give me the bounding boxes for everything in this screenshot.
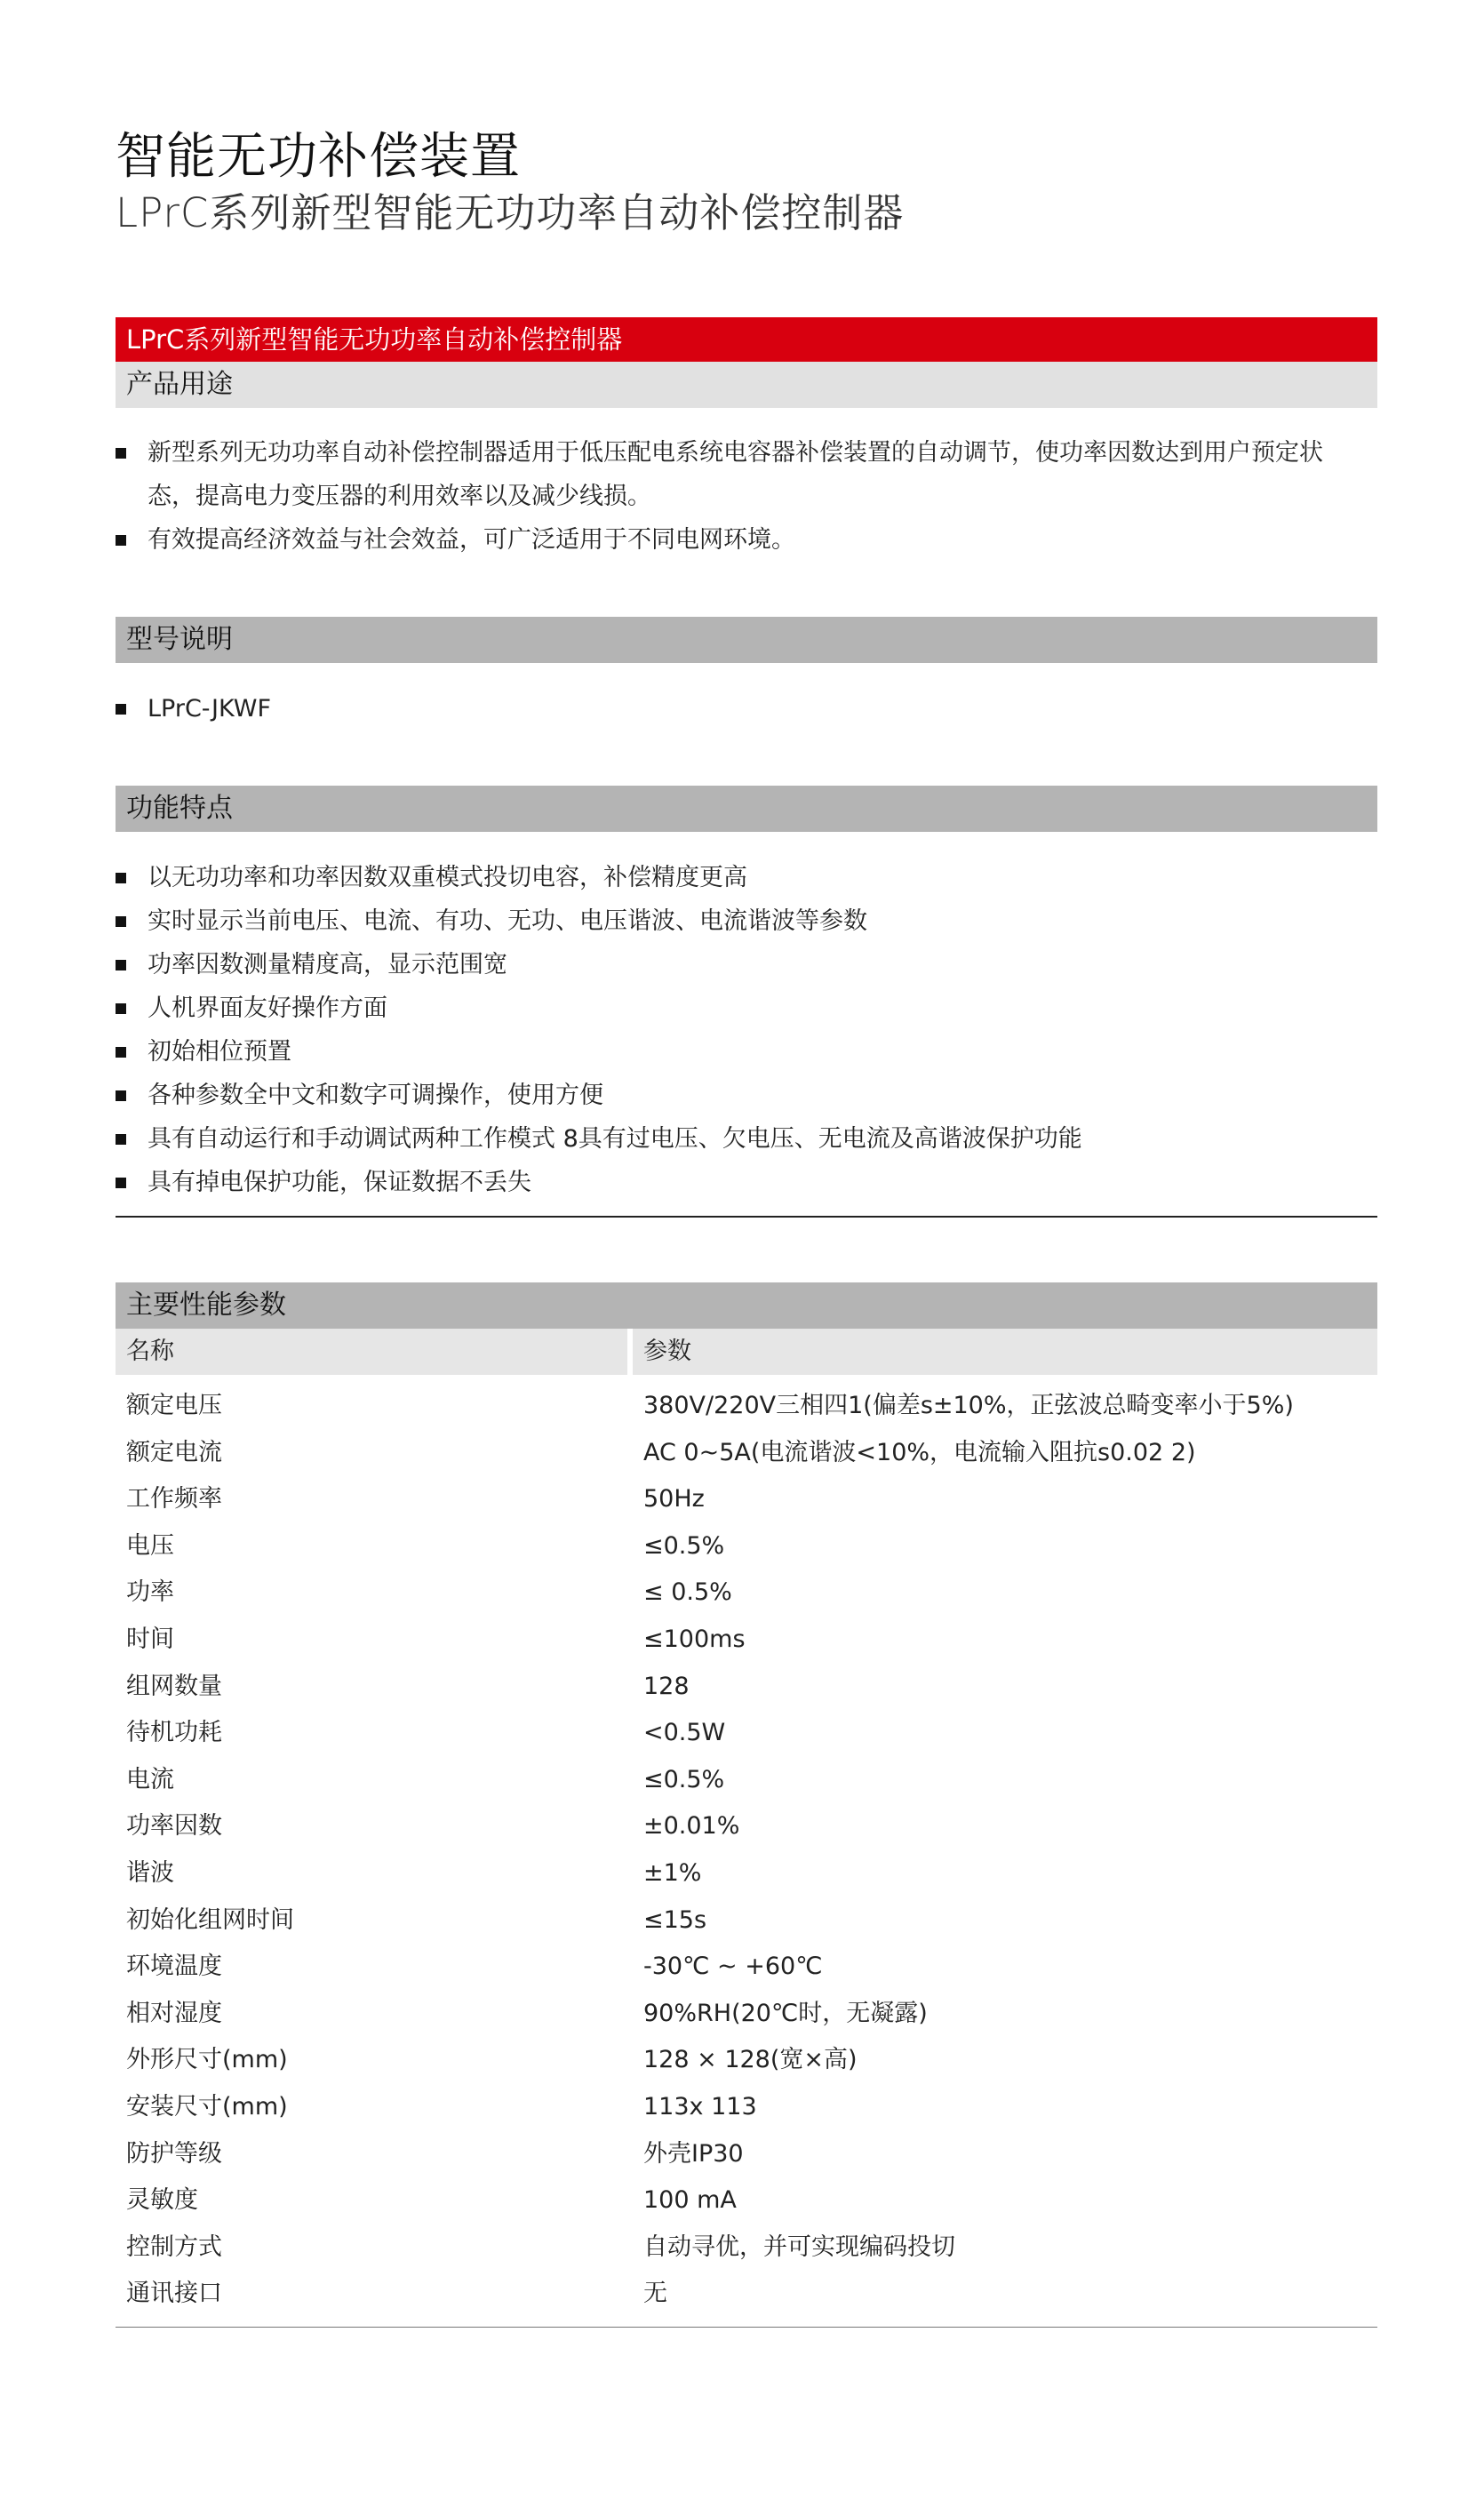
list-item: 新型系列无功功率自动补偿控制器适用于低压配电系统电容器补偿装置的自动调节，使功率因数达到用户预定状态，提高电力变压器的利用效率以及减少线损。 bbox=[116, 431, 1377, 518]
usage-list bbox=[116, 431, 1377, 562]
spec-name: 控制方式 bbox=[126, 2232, 222, 2261]
table-row bbox=[116, 1710, 1377, 1757]
spec-value: 90%RH(20℃时，无凝露) bbox=[643, 1999, 928, 2027]
spec-value: 128 bbox=[643, 1672, 690, 1700]
spec-name: 额定电流 bbox=[126, 1438, 222, 1466]
list-item: 具有掉电保护功能，保证数据不丢失 bbox=[116, 1161, 1377, 1204]
table-row bbox=[116, 1430, 1377, 1477]
spec-name: 通讯接口 bbox=[126, 2280, 222, 2308]
list-item: 各种参数全中文和数字可调操作，使用方便 bbox=[116, 1074, 1377, 1117]
spec-value: 113x 113 bbox=[643, 2092, 757, 2121]
spec-value: 380V/220V三相四1(偏差s±10%，正弦波总畸变率小于5%) bbox=[643, 1392, 1294, 1419]
list-item: 人机界面友好操作方面 bbox=[116, 986, 1377, 1030]
spec-name: 待机功耗 bbox=[126, 1719, 222, 1747]
specs-table-header bbox=[116, 1329, 1377, 1375]
table-row bbox=[116, 1803, 1377, 1850]
spec-name: 初始化组网时间 bbox=[126, 1905, 294, 1934]
table-row bbox=[116, 1617, 1377, 1664]
page-title: 智能无功补偿装置 bbox=[116, 128, 521, 186]
spec-value: 无 bbox=[643, 2280, 667, 2308]
list-item: 功率因数测量精度高，显示范围宽 bbox=[116, 943, 1377, 986]
list-item: 有效提高经济效益与社会效益，可广泛适用于不同电网环境。 bbox=[116, 518, 1377, 562]
product-name-bar: LPrC系列新型智能无功功率自动补偿控制器 bbox=[116, 317, 1377, 362]
table-row bbox=[116, 1476, 1377, 1523]
spec-value: 128 × 128(宽×高) bbox=[643, 2046, 858, 2074]
list-item: 初始相位预置 bbox=[116, 1030, 1377, 1074]
list-item: 实时显示当前电压、电流、有功、无功、电压谐波、电流谐波等参数 bbox=[116, 899, 1377, 943]
spec-value: 自动寻优，并可实现编码投切 bbox=[643, 2232, 955, 2261]
spec-value: -30℃ ~ +60℃ bbox=[643, 1953, 823, 1981]
spec-name: 谐波 bbox=[126, 1858, 174, 1887]
column-header-name: 名称 bbox=[116, 1329, 627, 1375]
page-subtitle: LPrC系列新型智能无功功率自动补偿控制器 bbox=[116, 189, 905, 236]
table-row bbox=[116, 1383, 1377, 1430]
spec-name: 组网数量 bbox=[126, 1672, 222, 1700]
spec-value: ±1% bbox=[643, 1858, 702, 1887]
spec-name: 电压 bbox=[126, 1531, 174, 1560]
features-heading: 功能特点 bbox=[116, 786, 1377, 832]
table-row bbox=[116, 1757, 1377, 1804]
table-row bbox=[116, 1897, 1377, 1945]
spec-value: ≤0.5% bbox=[643, 1765, 725, 1793]
table-row bbox=[116, 2037, 1377, 2084]
features-list bbox=[116, 856, 1377, 1204]
table-row bbox=[116, 1523, 1377, 1570]
table-row bbox=[116, 2271, 1377, 2318]
spec-name: 额定电压 bbox=[126, 1392, 222, 1419]
spec-name: 防护等级 bbox=[126, 2139, 222, 2168]
table-row bbox=[116, 2224, 1377, 2272]
spec-value: 100 mA bbox=[643, 2186, 737, 2215]
table-row bbox=[116, 2177, 1377, 2224]
model-heading: 型号说明 bbox=[116, 617, 1377, 663]
spec-name: 功率因数 bbox=[126, 1812, 222, 1841]
spec-value: ≤15s bbox=[643, 1905, 707, 1934]
spec-name: 环境温度 bbox=[126, 1953, 222, 1981]
table-row bbox=[116, 2131, 1377, 2178]
table-row bbox=[116, 1944, 1377, 1991]
table-row bbox=[116, 1991, 1377, 2038]
spec-name: 外形尺寸(mm) bbox=[126, 2046, 288, 2074]
spec-name: 相对湿度 bbox=[126, 1999, 222, 2027]
model-list bbox=[116, 687, 1377, 731]
spec-name: 功率 bbox=[126, 1578, 174, 1607]
table-row bbox=[116, 2084, 1377, 2131]
list-item: 以无功功率和功率因数双重模式投切电容，补偿精度更高 bbox=[116, 856, 1377, 899]
spec-value: 外壳IP30 bbox=[643, 2139, 744, 2168]
spec-value: AC 0~5A(电流谐波<10%，电流输入阻抗s0.02 2) bbox=[643, 1438, 1196, 1466]
table-row bbox=[116, 1664, 1377, 1711]
spec-value: ≤100ms bbox=[643, 1625, 746, 1653]
specs-table-body bbox=[116, 1383, 1377, 2318]
section-divider bbox=[116, 1216, 1377, 1218]
list-item: LPrC-JKWF bbox=[116, 687, 1377, 731]
list-item: 具有自动运行和手动调试两种工作模式 8具有过电压、欠电压、无电流及高谐波保护功能 bbox=[116, 1117, 1377, 1161]
specs-heading: 主要性能参数 bbox=[116, 1282, 1377, 1329]
column-header-value: 参数 bbox=[633, 1329, 1377, 1375]
spec-name: 安装尺寸(mm) bbox=[126, 2092, 288, 2121]
spec-value: <0.5W bbox=[643, 1719, 726, 1747]
spec-name: 电流 bbox=[126, 1765, 174, 1793]
usage-heading: 产品用途 bbox=[116, 362, 1377, 408]
spec-value: 50Hz bbox=[643, 1485, 705, 1514]
spec-name: 工作频率 bbox=[126, 1485, 222, 1514]
spec-value: ±0.01% bbox=[643, 1812, 740, 1841]
table-row bbox=[116, 1569, 1377, 1617]
spec-value: ≤ 0.5% bbox=[643, 1578, 732, 1607]
table-row bbox=[116, 1850, 1377, 1897]
spec-value: ≤0.5% bbox=[643, 1531, 725, 1560]
spec-name: 灵敏度 bbox=[126, 2186, 198, 2215]
spec-name: 时间 bbox=[126, 1625, 174, 1653]
table-bottom-rule bbox=[116, 2327, 1377, 2328]
